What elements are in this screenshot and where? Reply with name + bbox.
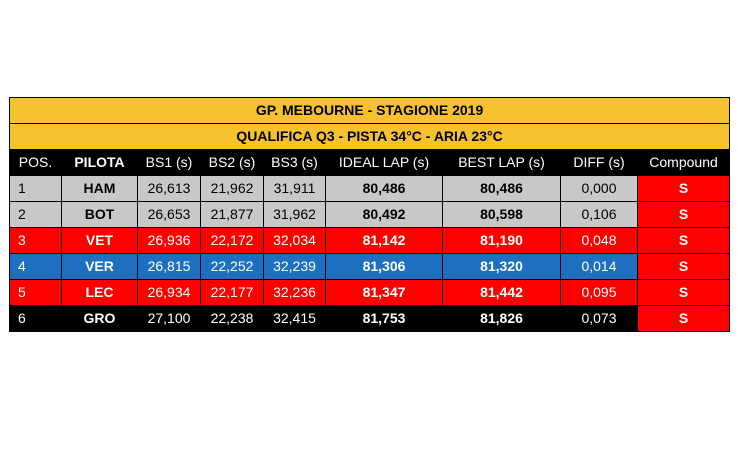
ideal-lap-cell: 80,492 bbox=[326, 202, 443, 228]
table-row bbox=[10, 202, 730, 228]
header-pos: POS. bbox=[10, 150, 62, 176]
header-bs1: BS1 (s) bbox=[138, 150, 201, 176]
bs1-cell: 26,936 bbox=[138, 228, 201, 254]
ideal-lap-cell: 81,306 bbox=[326, 254, 443, 280]
pos-cell: 4 bbox=[10, 254, 62, 280]
bs2-cell: 21,877 bbox=[201, 202, 264, 228]
driver-cell: GRO bbox=[62, 306, 138, 332]
header-diff: DIFF (s) bbox=[561, 150, 638, 176]
diff-cell: 0,106 bbox=[561, 202, 638, 228]
bs3-cell: 32,415 bbox=[264, 306, 326, 332]
table-subtitle: QUALIFICA Q3 - PISTA 34°C - ARIA 23°C bbox=[10, 124, 730, 150]
bs1-cell: 26,815 bbox=[138, 254, 201, 280]
bs3-cell: 32,034 bbox=[264, 228, 326, 254]
table-row bbox=[10, 228, 730, 254]
table-row bbox=[10, 254, 730, 280]
bs2-cell: 22,238 bbox=[201, 306, 264, 332]
bs1-cell: 27,100 bbox=[138, 306, 201, 332]
bs3-cell: 31,911 bbox=[264, 176, 326, 202]
bs2-cell: 22,252 bbox=[201, 254, 264, 280]
pos-cell: 1 bbox=[10, 176, 62, 202]
qualifying-results-table bbox=[9, 97, 730, 332]
bs1-cell: 26,613 bbox=[138, 176, 201, 202]
title-row bbox=[10, 98, 730, 124]
compound-cell: S bbox=[638, 228, 730, 254]
compound-cell: S bbox=[638, 280, 730, 306]
best-lap-cell: 81,826 bbox=[443, 306, 561, 332]
ideal-lap-cell: 81,347 bbox=[326, 280, 443, 306]
diff-cell: 0,014 bbox=[561, 254, 638, 280]
compound-cell: S bbox=[638, 176, 730, 202]
table-row bbox=[10, 176, 730, 202]
compound-cell: S bbox=[638, 254, 730, 280]
table-title: GP. MEBOURNE - STAGIONE 2019 bbox=[10, 98, 730, 124]
pos-cell: 6 bbox=[10, 306, 62, 332]
best-lap-cell: 80,486 bbox=[443, 176, 561, 202]
driver-cell: HAM bbox=[62, 176, 138, 202]
header-row bbox=[10, 150, 730, 176]
ideal-lap-cell: 81,142 bbox=[326, 228, 443, 254]
diff-cell: 0,095 bbox=[561, 280, 638, 306]
best-lap-cell: 81,190 bbox=[443, 228, 561, 254]
driver-cell: VET bbox=[62, 228, 138, 254]
ideal-lap-cell: 81,753 bbox=[326, 306, 443, 332]
compound-cell: S bbox=[638, 202, 730, 228]
header-best-lap: BEST LAP (s) bbox=[443, 150, 561, 176]
pos-cell: 2 bbox=[10, 202, 62, 228]
header-ideal-lap: IDEAL LAP (s) bbox=[326, 150, 443, 176]
driver-cell: BOT bbox=[62, 202, 138, 228]
bs3-cell: 32,239 bbox=[264, 254, 326, 280]
bs1-cell: 26,934 bbox=[138, 280, 201, 306]
driver-cell: LEC bbox=[62, 280, 138, 306]
header-compound: Compound bbox=[638, 150, 730, 176]
header-bs3: BS3 (s) bbox=[264, 150, 326, 176]
diff-cell: 0,073 bbox=[561, 306, 638, 332]
best-lap-cell: 81,320 bbox=[443, 254, 561, 280]
table-body bbox=[10, 98, 730, 332]
table-row bbox=[10, 280, 730, 306]
header-pilota: PILOTA bbox=[62, 150, 138, 176]
bs3-cell: 32,236 bbox=[264, 280, 326, 306]
pos-cell: 5 bbox=[10, 280, 62, 306]
ideal-lap-cell: 80,486 bbox=[326, 176, 443, 202]
subtitle-row bbox=[10, 124, 730, 150]
bs3-cell: 31,962 bbox=[264, 202, 326, 228]
diff-cell: 0,048 bbox=[561, 228, 638, 254]
bs2-cell: 22,172 bbox=[201, 228, 264, 254]
best-lap-cell: 81,442 bbox=[443, 280, 561, 306]
compound-cell: S bbox=[638, 306, 730, 332]
header-bs2: BS2 (s) bbox=[201, 150, 264, 176]
pos-cell: 3 bbox=[10, 228, 62, 254]
diff-cell: 0,000 bbox=[561, 176, 638, 202]
bs2-cell: 22,177 bbox=[201, 280, 264, 306]
table-row bbox=[10, 306, 730, 332]
driver-cell: VER bbox=[62, 254, 138, 280]
bs2-cell: 21,962 bbox=[201, 176, 264, 202]
best-lap-cell: 80,598 bbox=[443, 202, 561, 228]
bs1-cell: 26,653 bbox=[138, 202, 201, 228]
